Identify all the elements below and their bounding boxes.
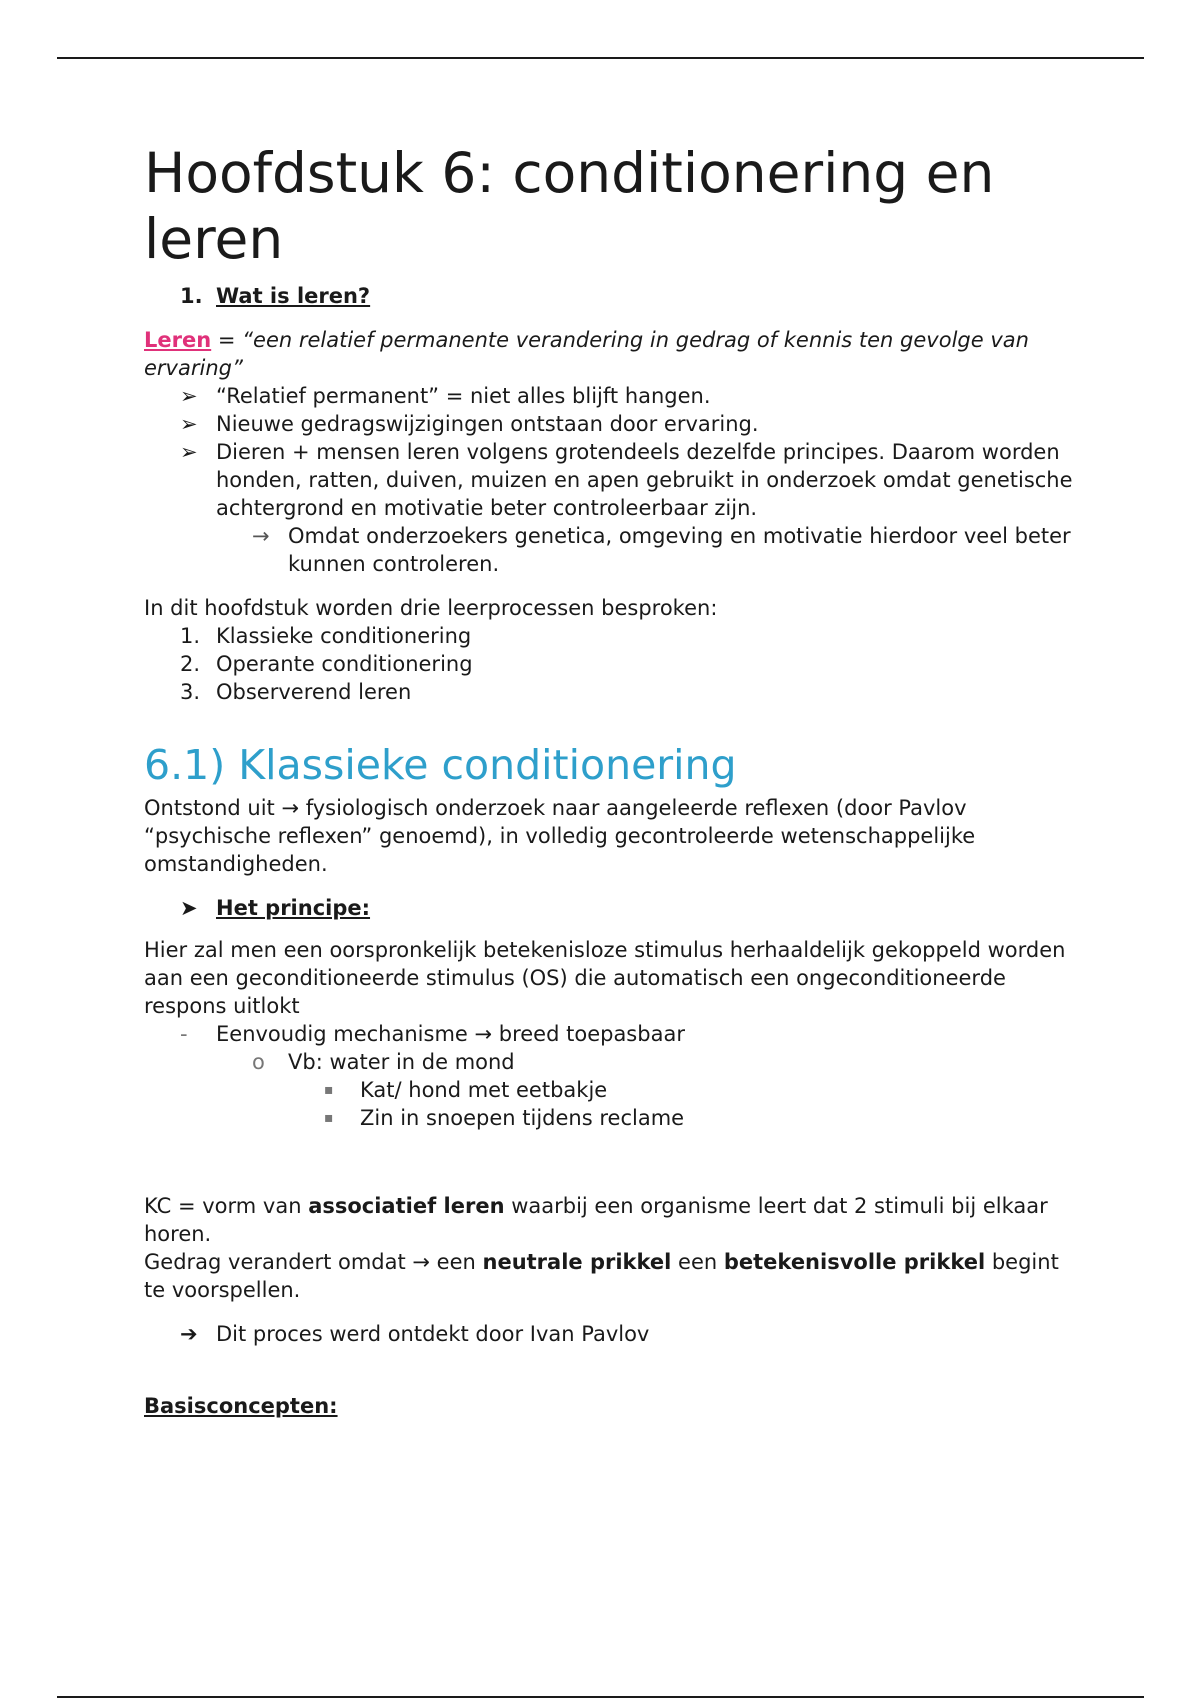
square-bullet-icon: ▪ [324,1110,334,1126]
principle-paragraph: Hier zal men een oorspronkelijk betekenisloze stimulus herhaaldelijk gekoppeld worden aan een geconditioneerde stimulus (OS) die automatisch een ongeconditioneerde respons uitlokt [144,938,1066,1018]
list-item: 2. Operante conditionering [180,652,473,676]
kc-definition: KC = vorm van associatief leren waarbij een organisme leert dat 2 stimuli bij elkaar horen. [144,1194,1048,1246]
heavy-arrow-icon: ➔ [180,1322,198,1346]
list-item: - Eenvoudig mechanisme → breed toepasbaar o Vb: water in de mond ▪ Kat/ hond met eetbakje ▪ Zin in snoepen tijdens reclame [144,1020,1074,1132]
chevron-bullet-icon: ➢ [180,384,198,408]
page-content [144,140,1074,1420]
sub-point: → Omdat onderzoekers genetica, omgeving en motivatie hierdoor veel beter kunnen controleren. [252,524,1071,576]
process-list [144,622,1074,706]
key-points [144,382,1074,578]
bold-chevron-icon: ➤ [180,896,198,920]
question-number: 1. [180,284,203,308]
square-bullet-icon: ▪ [324,1082,334,1098]
definition-term[interactable]: Leren [144,328,212,352]
list-item: ▪ Zin in snoepen tijdens reclame [324,1106,685,1130]
page-title: Hoofdstuk 6: conditionering en leren [144,141,995,271]
question-text: Wat is leren? [216,284,371,308]
list-item: o Vb: water in de mond ▪ Kat/ hond met eetbakje ▪ Zin in snoepen tijdens reclame [144,1048,1074,1132]
section-heading: 6.1) Klassieke conditionering [144,741,737,789]
definition-equals: = [211,328,243,352]
example-items [288,1076,1074,1132]
definition-quote: “een relatief permanente verandering in gedrag of kennis ten gevolge van ervaring” [144,328,1029,380]
example-list [216,1048,1074,1132]
list-item: ➢ Dieren + mensen leren volgens grotendeels dezelfde principes. Daarom worden honden, ratten, duiven, muizen en apen gebruikt in onderzoek omdat genetische achtergrond en motivatie beter controleerbaar zijn. → Omdat onderzoekers genetica, omgeving en motivatie hierdoor veel beter kunnen controleren. [144,438,1074,578]
intro-text: In dit hoofdstuk worden drie leerprocessen besproken: [144,596,718,620]
list-item: ➢ Nieuwe gedragswijzigingen ontstaan door ervaring. [180,412,759,436]
list-item: ➢ “Relatief permanent” = niet alles blijft hangen. [180,384,711,408]
definition [144,326,1074,382]
top-rule [57,57,1144,59]
list-item: ▪ Kat/ hond met eetbakje [324,1078,608,1102]
discovery-note: ➔ Dit proces werd ontdekt door Ivan Pavlov [180,1322,650,1346]
mechanism-list [144,1020,1074,1132]
circle-bullet-icon: o [252,1050,265,1074]
chevron-bullet-icon: ➢ [180,412,198,436]
behavior-paragraph: Gedrag verandert omdat → een neutrale prikkel een betekenisvolle prikkel begint te voorspellen. [144,1250,1059,1302]
question-heading [180,282,1074,310]
basis-heading: Basisconcepten: [144,1394,338,1418]
dash-bullet-icon: - [180,1022,188,1046]
list-item: 1. Klassieke conditionering [180,624,472,648]
bottom-rule [57,1696,1144,1698]
list-item: 3. Observerend leren [180,680,412,704]
principle-heading: ➤ Het principe: [180,896,371,920]
arrow-bullet-icon: → [252,524,270,548]
chevron-bullet-icon: ➢ [180,440,198,464]
origin-paragraph: Ontstond uit → fysiologisch onderzoek naar aangeleerde reflexen (door Pavlov “psychische reflexen” genoemd), in volledig gecontroleerde wetenschappelijke omstandigheden. [144,796,976,876]
